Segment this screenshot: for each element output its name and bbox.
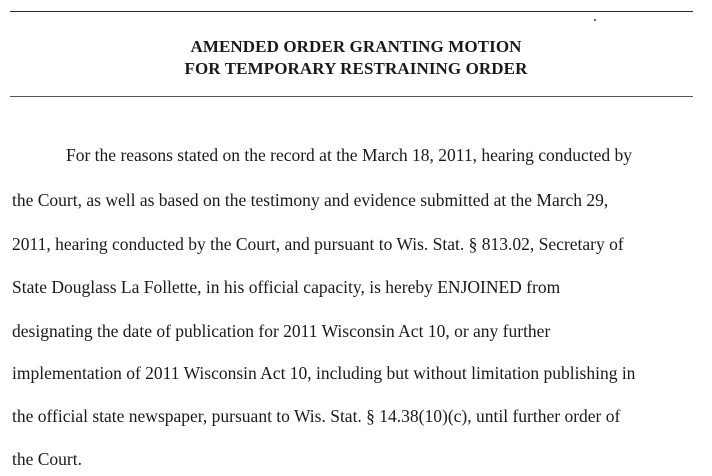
- body-line-7: the official state newspaper, pursuant to Wis. Stat. § 14.38(10)(c), until further order of: [12, 406, 621, 426]
- body-line-3: 2011, hearing conducted by the Court, and pursuant to Wis. Stat. § 813.02, Secretary of: [12, 234, 624, 254]
- body-line-1: For the reasons stated on the record at the March 18, 2011, hearing conducted by: [66, 145, 632, 165]
- body-line-5: designating the date of publication for 2011 Wisconsin Act 10, or any further: [12, 321, 551, 341]
- top-divider: [10, 11, 693, 12]
- order-title-line-1: AMENDED ORDER GRANTING MOTION: [190, 37, 522, 56]
- body-line-4: State Douglass La Follette, in his official capacity, is hereby ENJOINED from: [12, 277, 561, 297]
- order-title-line-2: FOR TEMPORARY RESTRAINING ORDER: [184, 59, 528, 78]
- body-line-8: the Court.: [12, 449, 82, 469]
- bottom-divider: [10, 96, 693, 97]
- body-line-6: implementation of 2011 Wisconsin Act 10, including but without limitation publishing in: [12, 363, 636, 383]
- scan-speck: [594, 19, 596, 21]
- body-line-2: the Court, as well as based on the testimony and evidence submitted at the March 29,: [12, 190, 609, 210]
